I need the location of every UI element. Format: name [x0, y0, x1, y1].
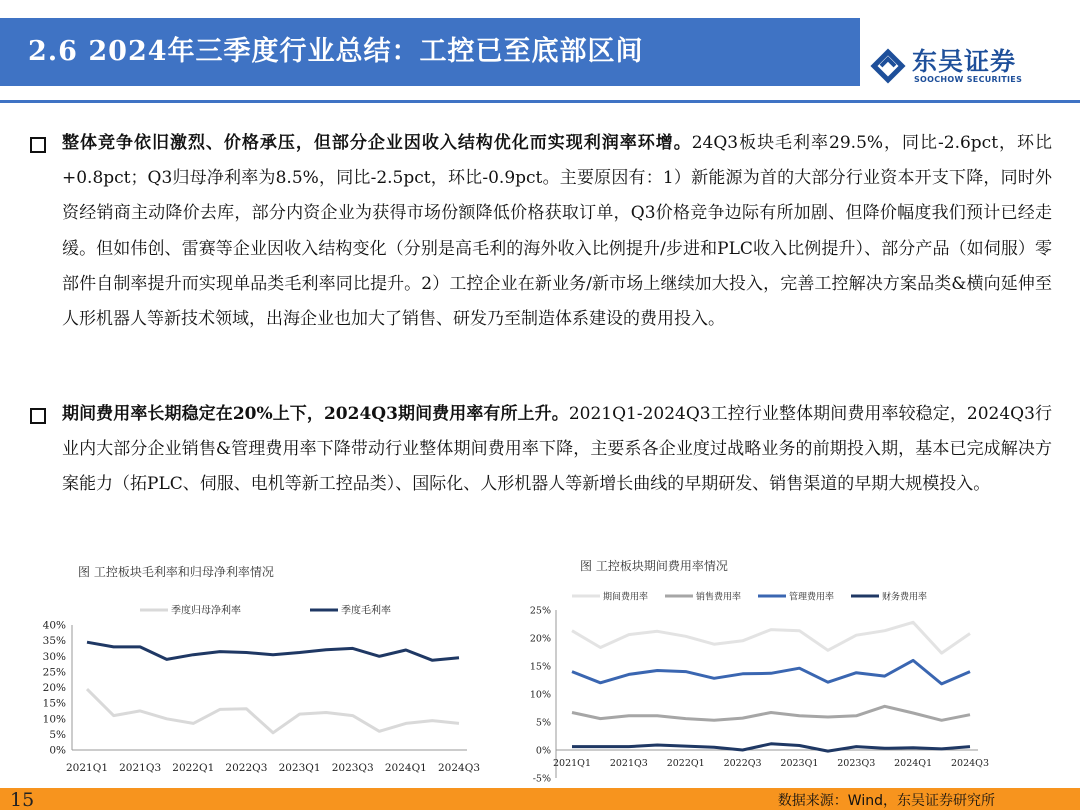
page-title: 2.6 2024年三季度行业总结：工控已至底部区间: [28, 36, 644, 67]
y-tick-label: 5%: [535, 717, 551, 729]
data-source: 数据来源：Wind，东吴证券研究所: [777, 793, 995, 809]
chart-margin-profit: [40, 590, 481, 790]
paragraph-1-lead: 整体竞争依旧激烈、价格承压，但部分企业因收入结构优化而实现利润率环增。: [62, 133, 692, 153]
chart-2-title: 图 工控板块期间费用率情况: [580, 559, 728, 573]
bullet-square-icon: [30, 137, 46, 153]
paragraph-2-body: 2021Q1-2024Q3工控行业整体期间费用率较稳定，2024Q3行业内大部分企业销售&管理费用率下降带动行业整体期间费用率下降，主要系各企业度过战略业务的前期投入期，基本已完成解决方案能力（拓PLC、伺服、电机等新工控品类）、国际化、人形机器人等新增长曲线的早期研发、销售渠道的早期大规模投入。: [62, 404, 1052, 495]
series-line: [87, 689, 459, 733]
x-tick-label: 2022Q1: [172, 762, 215, 774]
y-tick-label: -5%: [532, 773, 551, 785]
paragraph-1: [62, 126, 1052, 337]
y-tick-label: 25%: [529, 605, 551, 617]
x-tick-label: 2022Q1: [666, 758, 705, 769]
paragraph-1-body: 24Q3板块毛利率29.5%，同比-2.6pct，环比+0.8pct；Q3归母净利率为8.5%，同比-2.5pct，环比-0.9pct。主要原因有：1）新能源为首的大部分行业资本开支下降，同时外资经销商主动降价去库，部分内资企业为获得市场份额降低价格获取订单，Q3价格竞争边际有所加剧、但降价幅度我们预计已经走缓。但如伟创、雷赛等企业因收入结构变化（分别是高毛利的海外收入比例提升/步进和PLC收入比例提升）、部分产品（如伺服）零部件自制率提升而实现单品类毛利率同比提升。2）工控企业在新业务/新市场上继续加大投入，完善工控解决方案品类&横向延伸至人形机器人等新技术领域，出海企业也加大了销售、研发乃至制造体系建设的费用投入。: [62, 133, 1052, 330]
y-tick-label: 0%: [49, 744, 66, 757]
legend-label: 期间费用率: [603, 592, 649, 603]
y-tick-label: 30%: [42, 650, 66, 663]
bullet-square-icon: [30, 408, 46, 424]
x-tick-label: 2024Q3: [950, 758, 990, 769]
series-line: [572, 706, 970, 720]
paragraph-2: [62, 397, 1052, 503]
series-line: [87, 642, 459, 660]
page-number: 15: [10, 789, 35, 811]
y-tick-label: 20%: [42, 682, 66, 694]
y-tick-label: 25%: [42, 666, 66, 679]
x-tick-label: 2021Q3: [119, 762, 162, 774]
x-tick-label: 2023Q3: [837, 758, 876, 769]
x-tick-label: 2023Q3: [331, 762, 374, 774]
x-tick-label: 2021Q1: [552, 758, 592, 769]
logo-name: 东吴证券: [912, 47, 1017, 76]
y-tick-label: 15%: [42, 697, 66, 710]
legend-label: 销售费用率: [696, 592, 742, 603]
chart-expense-ratio: [520, 583, 990, 783]
paragraph-2-lead: 期间费用率长期稳定在20%上下，2024Q3期间费用率有所上升。: [62, 404, 569, 424]
x-tick-label: 2023Q1: [278, 762, 321, 774]
y-tick-label: 10%: [42, 713, 66, 726]
logo-subtitle: SOOCHOW SECURITIES: [914, 75, 1023, 84]
soochow-logo-icon: [868, 46, 908, 86]
x-tick-label: 2023Q1: [780, 758, 819, 769]
legend-label: 财务费用率: [882, 592, 928, 603]
x-tick-label: 2024Q1: [384, 762, 427, 774]
legend-label: 季度毛利率: [341, 605, 391, 617]
legend-label: 季度归母净利率: [171, 605, 241, 617]
legend-label: 管理费用率: [789, 592, 835, 603]
series-line: [572, 622, 970, 653]
y-tick-label: 10%: [529, 689, 551, 701]
y-tick-label: 0%: [535, 745, 551, 757]
x-tick-label: 2021Q1: [65, 762, 109, 774]
x-tick-label: 2021Q3: [609, 758, 648, 769]
x-tick-label: 2024Q3: [437, 762, 481, 774]
series-line: [572, 660, 970, 684]
chart-1-title: 图 工控板块毛利率和归母净利率情况: [78, 565, 274, 579]
y-tick-label: 15%: [529, 661, 551, 673]
logo: [868, 40, 1068, 90]
y-tick-label: 40%: [42, 619, 66, 632]
x-tick-label: 2022Q3: [723, 758, 762, 769]
x-tick-label: 2024Q1: [894, 758, 933, 769]
x-tick-label: 2022Q3: [225, 762, 268, 774]
y-tick-label: 5%: [49, 728, 66, 741]
y-tick-label: 35%: [42, 635, 66, 648]
header-divider: [0, 100, 1080, 103]
y-tick-label: 20%: [529, 633, 551, 645]
